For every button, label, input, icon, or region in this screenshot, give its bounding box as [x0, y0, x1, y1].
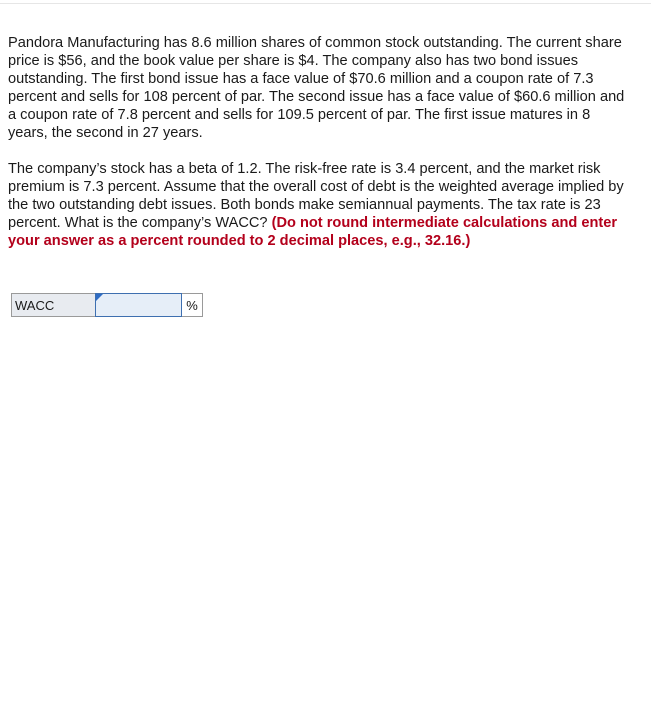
question-paragraph-1: Pandora Manufacturing has 8.6 million shares of common stock outstanding. The current share price is $56, and the book value per share is $4. The company also has two bond issues outstanding. The first bond issue has a face value of $70.6 million and a coupon rate of 7.3 percent and sells for 108 percent of par. The second issue has a face value of $60.6 million and a coupon rate of 7.8 percent and sells for 109.5 percent of par. The first issue matures in 8 years, the second in 27 years. — [8, 35, 625, 141]
question-text — [8, 34, 633, 250]
wacc-input-cell[interactable] — [95, 293, 182, 317]
wacc-label: WACC — [11, 293, 96, 317]
input-flag-icon — [96, 294, 103, 301]
wacc-input[interactable] — [96, 294, 181, 316]
wacc-answer-row — [11, 293, 203, 317]
question-paragraph-2 — [8, 160, 633, 250]
top-divider — [0, 3, 651, 4]
question-paragraph-2-body: The company’s stock has a beta of 1.2. The risk-free rate is 3.4 percent, and the market risk premium is 7.3 percent. Assume that the overall cost of debt is the weighted average implied by the two outstanding debt issues. Both bonds make semiannual payments. The tax rate is 23 percent. What is the company’s WACC? — [8, 161, 624, 231]
rounding-instruction: (Do not round intermediate calculations and enter your answer as a percent rounded to 2 decimal places, e.g., 32.16.) — [8, 215, 618, 249]
percent-unit: % — [181, 293, 203, 317]
